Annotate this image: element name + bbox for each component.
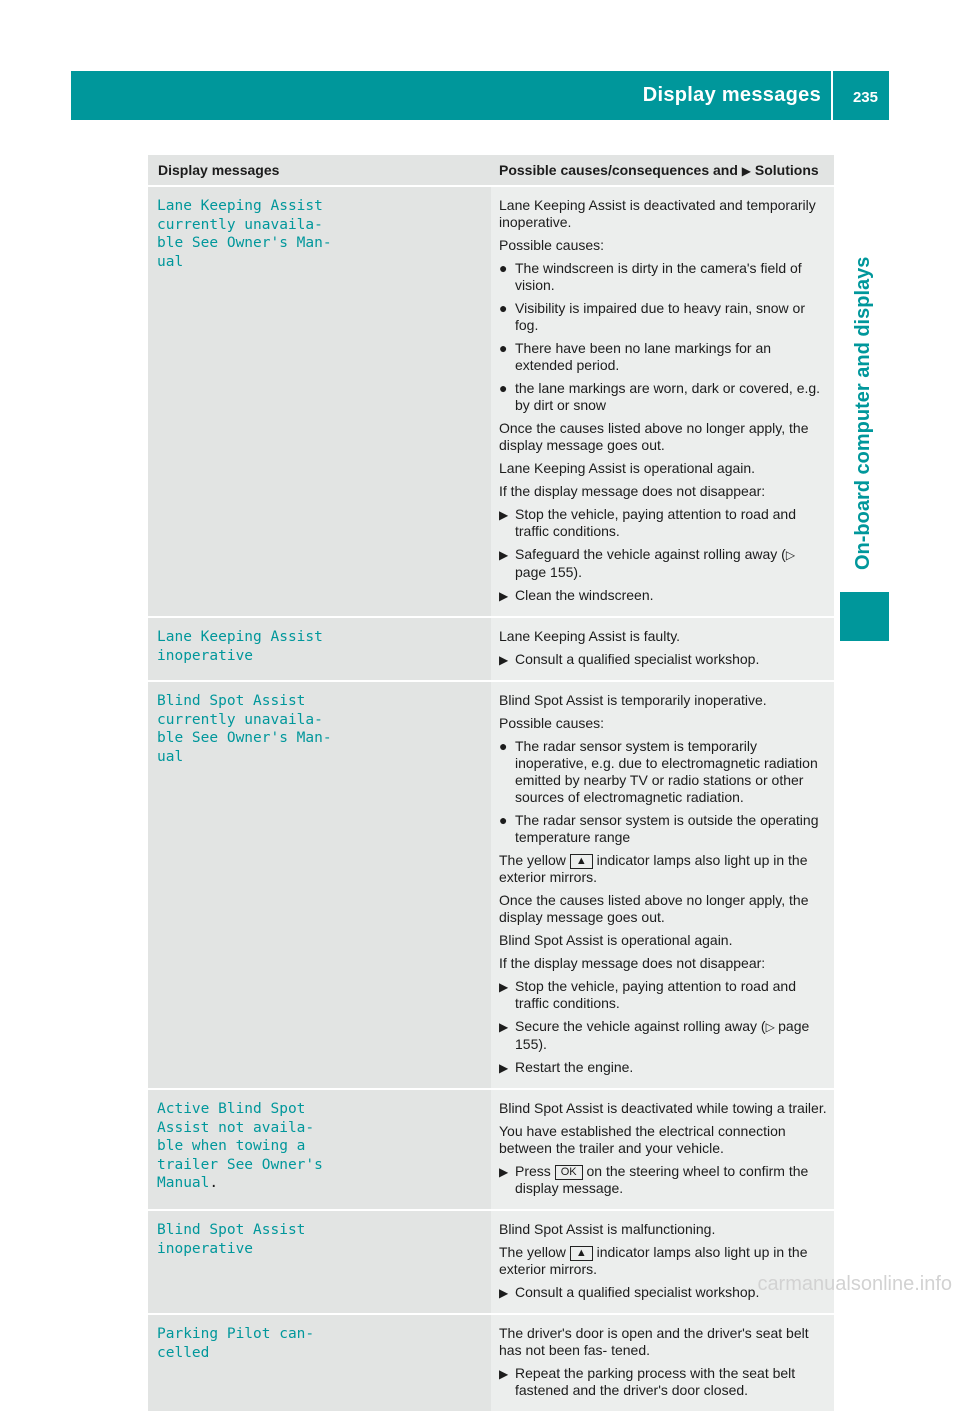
text: Consult a qualified specialist workshop.: [515, 1284, 760, 1300]
text: Lane Keeping Assist is operational again.: [499, 460, 756, 476]
text: ).: [538, 1036, 547, 1052]
action-step: [499, 651, 828, 668]
action-step: [499, 546, 828, 581]
paragraph: [499, 892, 828, 926]
text: Blind Spot Assist is deactivated while towing a trailer.: [499, 1100, 827, 1116]
paragraph: [499, 197, 828, 231]
message-cell: [148, 681, 491, 1089]
bullet-item: [499, 812, 828, 846]
table-row: [148, 1089, 834, 1210]
message-cell: [148, 1314, 491, 1412]
paragraph: [499, 932, 828, 949]
text: Lane Keeping Assist is deactivated and temporarily inoperative.: [499, 197, 816, 230]
text: indicator lamps also light up in the exterior mirrors.: [499, 852, 808, 885]
text: You have established the electrical connection between the trailer and your vehicle.: [499, 1123, 786, 1156]
text: If the display message does not disappear:: [499, 483, 766, 499]
column-header-causes: [491, 155, 834, 186]
text: ).: [573, 564, 582, 580]
table-row: [148, 186, 834, 617]
paragraph: [499, 692, 828, 709]
action-arrow-icon: ▶: [499, 589, 509, 603]
display-message-text: [157, 628, 483, 665]
solution-cell: [491, 1314, 834, 1412]
paragraph: [499, 483, 828, 500]
text: The radar sensor system is temporarily inoperative, e.g. due to electromagnetic radiation emitted by nearby TV or radio stations or other sources of electromagnetic radiation.: [515, 738, 818, 805]
action-arrow-icon: ▶: [499, 1061, 509, 1075]
display-message-label: Blind Spot Assist inoperative: [157, 1222, 306, 1257]
blind-spot-warning-icon: ▲: [570, 1246, 593, 1261]
page-reference[interactable]: page 155: [515, 564, 574, 580]
solution-cell: [491, 617, 834, 681]
column-header-causes-text: Possible causes/consequences and: [499, 162, 738, 178]
ok-button-icon: OK: [555, 1165, 583, 1180]
action-step: [499, 1163, 828, 1197]
action-step: [499, 1365, 828, 1399]
page-reference-icon: ▷: [765, 1020, 779, 1034]
action-arrow-icon: ▶: [499, 653, 509, 667]
action-step: [499, 587, 828, 604]
message-cell: [148, 1210, 491, 1314]
text: Press: [515, 1163, 555, 1179]
text: Safeguard the vehicle against rolling away (: [515, 546, 786, 562]
display-messages-table: [148, 155, 834, 1413]
action-step: [499, 1059, 828, 1076]
paragraph: [499, 1123, 828, 1157]
bullet-icon: ●: [499, 260, 508, 276]
text: indicator lamps also light up in the exterior mirrors.: [499, 1244, 808, 1277]
bullet-item: [499, 380, 828, 414]
display-message-text: [157, 692, 483, 766]
bullet-icon: ●: [499, 300, 508, 316]
display-message-label: Blind Spot Assist currently unavaila‐ ble See Owner's Man‐ ual: [157, 693, 332, 765]
text: Lane Keeping Assist is faulty.: [499, 628, 681, 644]
play-arrow-icon: ▶: [741, 164, 752, 178]
page-reference-icon: ▷: [785, 548, 796, 562]
bullet-item: [499, 738, 828, 806]
action-arrow-icon: ▶: [499, 1286, 509, 1300]
display-message-label: Parking Pilot can‐ celled: [157, 1326, 315, 1361]
text: The driver's door is open and the driver's seat belt has not been fas‐ tened.: [499, 1325, 809, 1358]
text: Blind Spot Assist is temporarily inoperative.: [499, 692, 767, 708]
action-arrow-icon: ▶: [499, 508, 509, 522]
text: Possible causes:: [499, 715, 605, 731]
text: Stop the vehicle, paying attention to road and traffic conditions.: [515, 978, 796, 1011]
text: Consult a qualified specialist workshop.: [515, 651, 760, 667]
bullet-icon: ●: [499, 340, 508, 356]
solution-cell: [491, 1210, 834, 1314]
action-arrow-icon: ▶: [499, 1367, 509, 1381]
display-message-text: [157, 197, 483, 271]
display-message-text: [157, 1221, 483, 1258]
bullet-item: [499, 340, 828, 374]
message-cell: [148, 617, 491, 681]
text: Clean the windscreen.: [515, 587, 654, 603]
paragraph: [499, 1221, 828, 1238]
table-row: [148, 1314, 834, 1412]
bullet-icon: ●: [499, 812, 508, 828]
text: The radar sensor system is outside the operating temperature range: [515, 812, 819, 845]
action-step: [499, 978, 828, 1012]
display-message-label: Active Blind Spot Assist not availa‐ ble when towing a trailer See Owner's Manual: [157, 1101, 323, 1191]
text: The windscreen is dirty in the camera's field of vision.: [515, 260, 802, 293]
paragraph: [499, 460, 828, 477]
message-period: .: [209, 1175, 219, 1191]
display-message-label: Lane Keeping Assist inoperative: [157, 629, 323, 664]
paragraph: [499, 237, 828, 254]
text: Possible causes:: [499, 237, 605, 253]
paragraph: [499, 715, 828, 732]
display-message-text: [157, 1325, 483, 1362]
text: Secure the vehicle against rolling away (: [515, 1018, 766, 1034]
text: Stop the vehicle, paying attention to road and traffic conditions.: [515, 506, 796, 539]
text: Restart the engine.: [515, 1059, 634, 1075]
bullet-icon: ●: [499, 738, 508, 754]
text: on the steering wheel to confirm the display message.: [515, 1163, 809, 1196]
text: If the display message does not disappear:: [499, 955, 766, 971]
paragraph: [499, 955, 828, 972]
chapter-label: On-board computer and displays: [852, 256, 874, 570]
message-cell: [148, 186, 491, 617]
watermark: carmanualsonline.info: [757, 1273, 952, 1295]
side-tab: [840, 120, 889, 580]
column-header-solutions-text: Solutions: [754, 162, 819, 178]
table-row: [148, 617, 834, 681]
paragraph: [499, 852, 828, 886]
message-cell: [148, 1089, 491, 1210]
solution-cell: [491, 681, 834, 1089]
text: the lane markings are worn, dark or covered, e.g. by dirt or snow: [515, 380, 821, 413]
action-step: [499, 506, 828, 540]
text: The yellow: [499, 1244, 570, 1260]
page-title: Display messages: [642, 84, 821, 106]
text: The yellow: [499, 852, 570, 868]
bullet-item: [499, 300, 828, 334]
page-reference[interactable]: page 155: [515, 1018, 810, 1052]
table-row: [148, 681, 834, 1089]
text: Visibility is impaired due to heavy rain, snow or fog.: [515, 300, 805, 333]
bullet-icon: ●: [499, 380, 508, 396]
text: Repeat the parking process with the seat belt fastened and the driver's door closed.: [515, 1365, 796, 1398]
table-row: [148, 1210, 834, 1314]
header-divider: [831, 71, 833, 120]
action-arrow-icon: ▶: [499, 980, 509, 994]
display-message-label: Lane Keeping Assist currently unavaila‐ ble See Owner's Man‐ ual: [157, 198, 332, 270]
text: Once the causes listed above no longer apply, the display message goes out.: [499, 892, 809, 925]
blind-spot-warning-icon: ▲: [570, 854, 593, 869]
action-arrow-icon: ▶: [499, 1020, 509, 1034]
text: Blind Spot Assist is operational again.: [499, 932, 733, 948]
paragraph: [499, 1100, 828, 1117]
text: Blind Spot Assist is malfunctioning.: [499, 1221, 716, 1237]
solution-cell: [491, 1089, 834, 1210]
paragraph: [499, 1325, 828, 1359]
page-number: 235: [852, 89, 878, 106]
column-header-messages: Display messages: [148, 155, 491, 186]
text: There have been no lane markings for an extended period.: [515, 340, 772, 373]
action-step: [499, 1018, 828, 1053]
text: Once the causes listed above no longer apply, the display message goes out.: [499, 420, 809, 453]
action-arrow-icon: ▶: [499, 1165, 509, 1179]
table-header-row: [148, 155, 834, 186]
solution-cell: [491, 186, 834, 617]
paragraph: [499, 628, 828, 645]
header-bar: [71, 71, 889, 120]
display-message-text: [157, 1100, 483, 1193]
chapter-marker: [840, 592, 889, 641]
action-arrow-icon: ▶: [499, 548, 509, 562]
paragraph: [499, 420, 828, 454]
bullet-item: [499, 260, 828, 294]
